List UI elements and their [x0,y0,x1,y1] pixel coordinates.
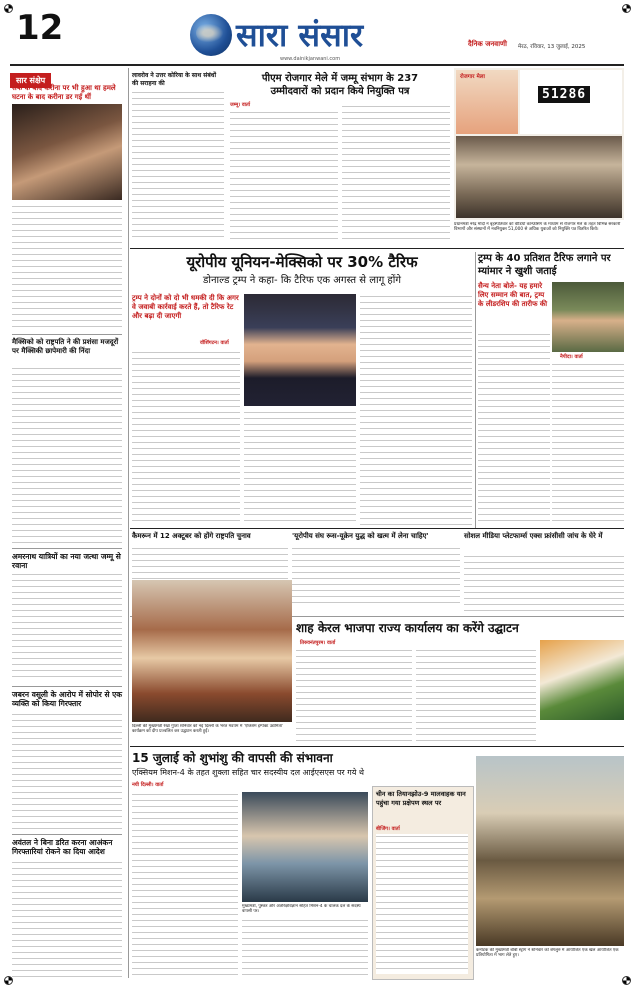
eu-tariff-kicker: ट्रम्प ने दोनों को दो भी धमकी दी कि अगर वे जवाबी कार्रवाई करते हैं, तो टैरिफ रेट और बढ़ा दी जाएगी [132,294,239,320]
sidebar-headline-3: अमरनाथ यात्रियों का नया जत्था जम्मू से रवाना [12,552,121,570]
social-media-body [464,554,624,614]
eu-tariff-dateline: वॉशिंगटन। वार्ता [200,340,229,346]
sidebar-body-5 [12,860,122,978]
registration-mark [622,4,631,13]
section-rule [130,528,624,529]
pm-jobs-headline [230,72,450,98]
astronaut-photo [242,792,368,902]
sidebar-headline-2: मैक्सिको को राष्ट्रपति ने की प्रशंसा मजदूरों पर मैक्सिकी छापेमारी की निंदा [12,338,119,355]
russia-ukraine-body [292,546,460,606]
sidebar-photo-kareena [12,104,122,200]
globe-continents [196,22,226,44]
sidebar-body-3 [12,572,122,682]
social-media-headline: सोशल मीडिया प्लेटफार्म्स एक्स फ्रांसीसी जांच के घेरे में [464,532,603,540]
shubhanshu-body-2 [242,918,368,978]
divider [12,334,122,335]
myanmar-body-2 [552,362,624,526]
shubhanshu-dateline: नयी दिल्ली। वार्ता [132,782,164,788]
kerala-body-1 [296,648,412,742]
china-dateline: बीजिंग। वार्ता [376,826,400,832]
shubhanshu-subhead: एक्सियम मिशन-4 के तहत शुक्ला सहित चार सदस्यीय दल आईएसएस पर गये थे [132,768,365,777]
kerala-body-2 [416,648,536,742]
right-event-caption: कर्नाटक की मुख्यमंत्री बीबी स्ट्रांग ने शनिवार को बेंगलुरु में आयोजित एक खेल आयोजित एक प्रतियोगिता में भाग लेते हुए। [476,948,619,959]
eu-tariff-body-2 [244,410,356,526]
pm-jobs-body-2 [342,104,450,240]
right-event-photo [476,756,624,946]
sidebar-headline-5: अवंतल ने बिना डर‍ित करना आअंकन गिरफ्तारियां रोकने का दिया आदेश [12,838,113,856]
astronaut-caption: मुख्यमंत्री, पुस्कर और अंतरिक्षविज्ञान सहित मिशन-4 के चालक दल के सदस्य वापसी पर। [242,904,361,915]
pm-jobs-headline-line2: उम्मीदवारों को प्रदान किये नियुक्ति पत्र [270,86,410,97]
website: www.dainikjanwani.com [280,56,341,62]
sidebar-headline-4: जबरन वसूली के आरोप में सोपोर से एक व्यक्ति को किया गिरफ्तार [12,690,123,708]
myanmar-kicker: सैन्य नेता बोले- यह हमारे लिए सम्मान की बात, ट्रम्प के लीडरशिप की तारीफ की [478,282,548,308]
shubhanshu-body-1 [132,792,238,978]
poster-badge: रोजगार मेला [460,74,485,80]
pm-photo-caption: प्रधानमंत्री नरेंद्र मोदी ने बृहस्पतिवार को वीडियो कॉन्फ्रेंसिंग के माध्यम से रोजगार मेले के तहत विभिन्न सरकारी विभागों और संस्थानों में नवनियुक्त 51,000 से अधिक युवाओं को नियुक्ति पत्र वितरित किये। [454,222,621,233]
trump-photo [244,294,356,406]
kerala-headline: शाह केरल भाजपा राज्य कार्यालय का करेंगे उद्घाटन [296,621,519,635]
sidebar-body-4 [12,712,122,830]
divider [12,834,122,835]
eu-tariff-subhead: डोनाल्ड ट्रम्प ने कहा- कि टैरिफ एक अगस्त से लागू होंगे [203,275,401,286]
brief-body [132,90,224,240]
shubhanshu-headline: 15 जुलाई को शुभांशु की वापसी की संभावना [132,751,333,765]
sidebar-body-1 [12,204,122,332]
pm-photo-collage [454,68,624,220]
brand-title: सारा संसार [236,16,364,54]
column-divider [128,68,129,978]
pm-jobs-headline-line1: पीएम रोजगार मेले में जम्मू संभाग के 237 [261,73,419,84]
myanmar-headline: ट्रम्प के 40 प्रतिशत टैरिफ लगाने पर म्यांमार ने खुशी जताई [478,253,611,277]
brief-headline: लावरोव ने उत्तर कोरिया के साथ संबंधों की सराहना की [132,72,217,87]
sidebar-headline-1: सैफ के बाद करीना पर भी हुआ था हमले घटना के बाद करीना डर गई थीं [12,84,116,101]
eu-tariff-headline: यूरोपीय यूनियन-मेक्सिको पर 30% टैरिफ [186,253,418,271]
russia-ukraine-headline: 'यूरोपीय संघ रूस-यूक्रेन युद्ध को खत्म में लेना चाहिए' [292,532,429,540]
pm-jobs-body-1 [230,110,338,240]
sidebar-body-2 [12,366,122,546]
myanmar-general-photo [552,282,624,352]
china-body [376,834,468,974]
masthead-rule [10,64,624,66]
registration-mark [622,976,631,985]
china-headline: चीन का तियानझोउ-9 मालवाहक यान पहुंचा गया प्रक्षेपण स्थल पर [376,790,466,807]
eu-tariff-body-3 [360,294,472,526]
section-rule [130,248,624,249]
registration-mark [4,4,13,13]
delhi-cm-photo [132,580,292,722]
delhi-cm-caption: दिल्ली की मुख्यमंत्री रेखा गुप्ता शनिवार को नई दिल्ली के भरत मंडपम में 'एक्जिम इम्पैक्ट उद्यमिता' कार्यक्रम को दीप प्रज्वलित कर उद्घाटन करती हुईं। [132,724,284,735]
myanmar-body-1 [478,332,550,526]
kerala-dateline: तिरुवनंतपुरम। वार्ता [300,640,336,646]
registration-mark [4,976,13,985]
date-line: मेरठ, रविवार, 13 जुलाई, 2025 [518,44,586,50]
paper-name: दैनिक जनवाणी [468,40,507,48]
jobs-counter: 51286 [538,86,590,103]
divider [12,686,122,687]
page-number: 12 [16,8,64,48]
section-rule [130,746,624,747]
divider [12,548,122,549]
column-divider [475,252,476,528]
pm-video-conference-photo [456,136,622,218]
kerala-photo [540,640,624,720]
sidebar-label: सार संक्षेप [10,73,51,88]
myanmar-dateline: नैपीदा। वार्ता [560,354,583,360]
pm-jobs-dateline: जम्मू। वार्ता [230,102,251,108]
eu-tariff-body-1 [132,350,240,526]
cameroon-headline: कैमरून में 12 अक्टूबर को होंगे राष्ट्रपति चुनाव [132,532,251,540]
